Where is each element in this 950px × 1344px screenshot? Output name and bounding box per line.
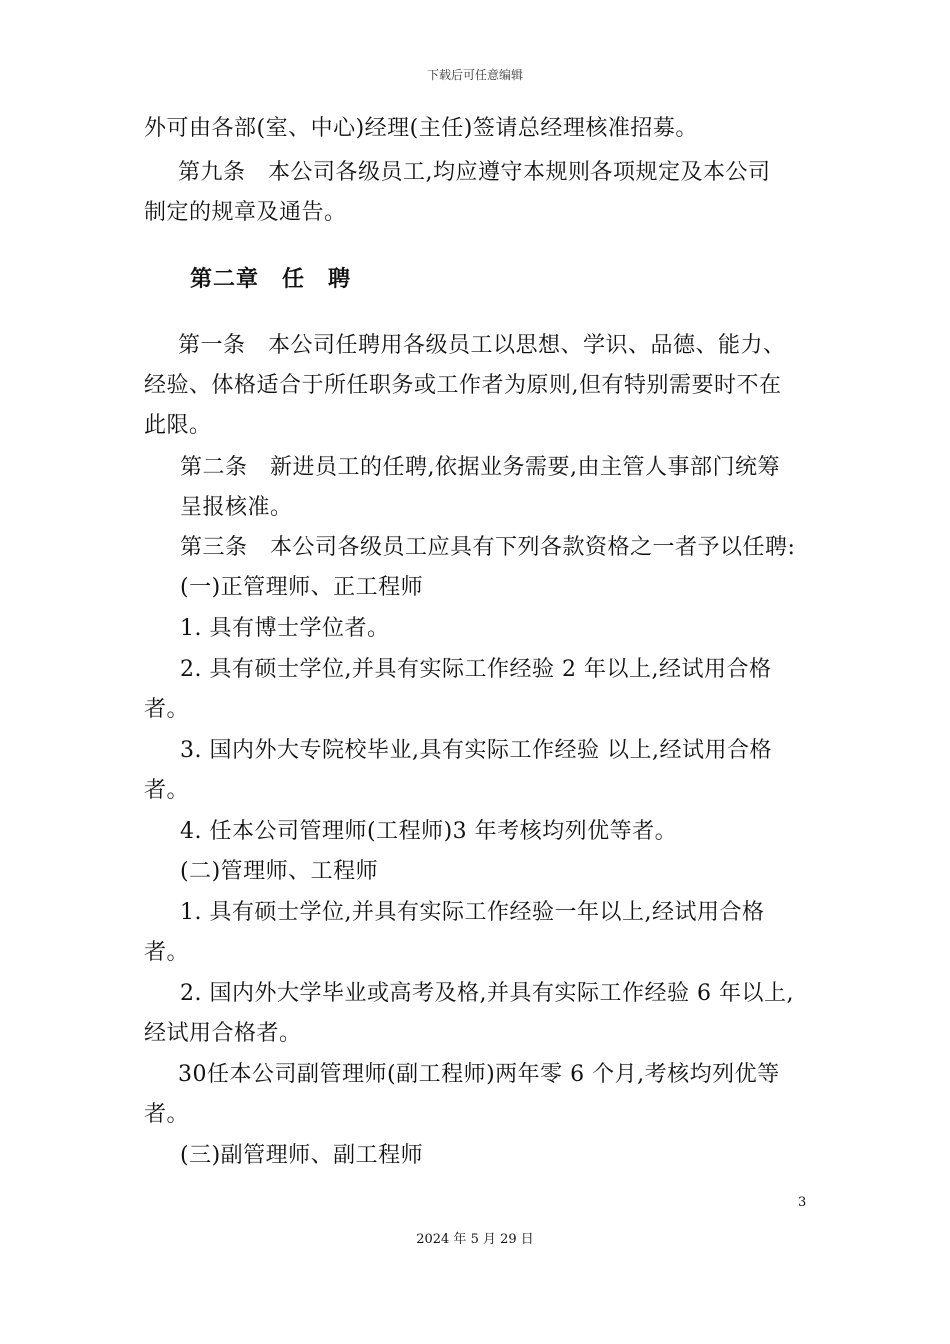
body-line: 第一条 本公司任聘用各级员工以思想、学识、品德、能力、 — [178, 333, 786, 358]
body-line: 2. 具有硕士学位,并具有实际工作经验 2 年以上,经试用合格 — [180, 657, 772, 682]
footer-date: 2024 年 5 月 29 日 — [416, 1232, 534, 1247]
body-line: 者。 — [144, 778, 190, 803]
body-line: 者。 — [144, 1102, 190, 1127]
page-header-note: 下载后可任意编辑 — [426, 68, 523, 82]
chapter-heading: 第二章 任 聘 — [190, 267, 352, 292]
body-line: 经试用合格者。 — [144, 1021, 302, 1046]
body-line: 30任本公司副管理师(副工程师)两年零 6 个月,考核均列优等 — [178, 1062, 780, 1087]
body-line: 4. 任本公司管理师(工程师)3 年考核均列优等者。 — [180, 819, 678, 844]
body-line: 者。 — [144, 940, 190, 965]
body-line: 外可由各部(室、中心)经理(主任)签请总经理核准招募。 — [144, 116, 698, 141]
body-line: 2. 国内外大学毕业或高考及格,并具有实际工作经验 6 年以上, — [180, 981, 794, 1006]
body-line: (一)正管理师、正工程师 — [180, 575, 424, 600]
body-line: 者。 — [144, 697, 190, 722]
body-line: 第三条 本公司各级员工应具有下列各款资格之一者予以任聘: — [180, 535, 796, 560]
body-line: (二)管理师、工程师 — [180, 859, 379, 884]
body-line: 第九条 本公司各级员工,均应遵守本规则各项规定及本公司 — [178, 160, 771, 185]
body-line: 1. 具有博士学位者。 — [180, 616, 390, 641]
body-line: 制定的规章及通告。 — [144, 200, 347, 225]
body-line: 呈报核准。 — [180, 495, 293, 520]
body-line: 此限。 — [144, 413, 212, 438]
body-line: 1. 具有硕士学位,并具有实际工作经验一年以上,经试用合格 — [180, 900, 765, 925]
body-line: 第二条 新进员工的任聘,依据业务需要,由主管人事部门统筹 — [180, 455, 780, 480]
body-line: 3. 国内外大专院校毕业,具有实际工作经验 以上,经试用合格 — [180, 738, 772, 763]
page-number: 3 — [798, 1195, 807, 1210]
body-line: (三)副管理师、副工程师 — [180, 1143, 424, 1168]
body-line: 经验、体格适合于所任职务或工作者为原则,但有特别需要时不在 — [144, 373, 782, 398]
